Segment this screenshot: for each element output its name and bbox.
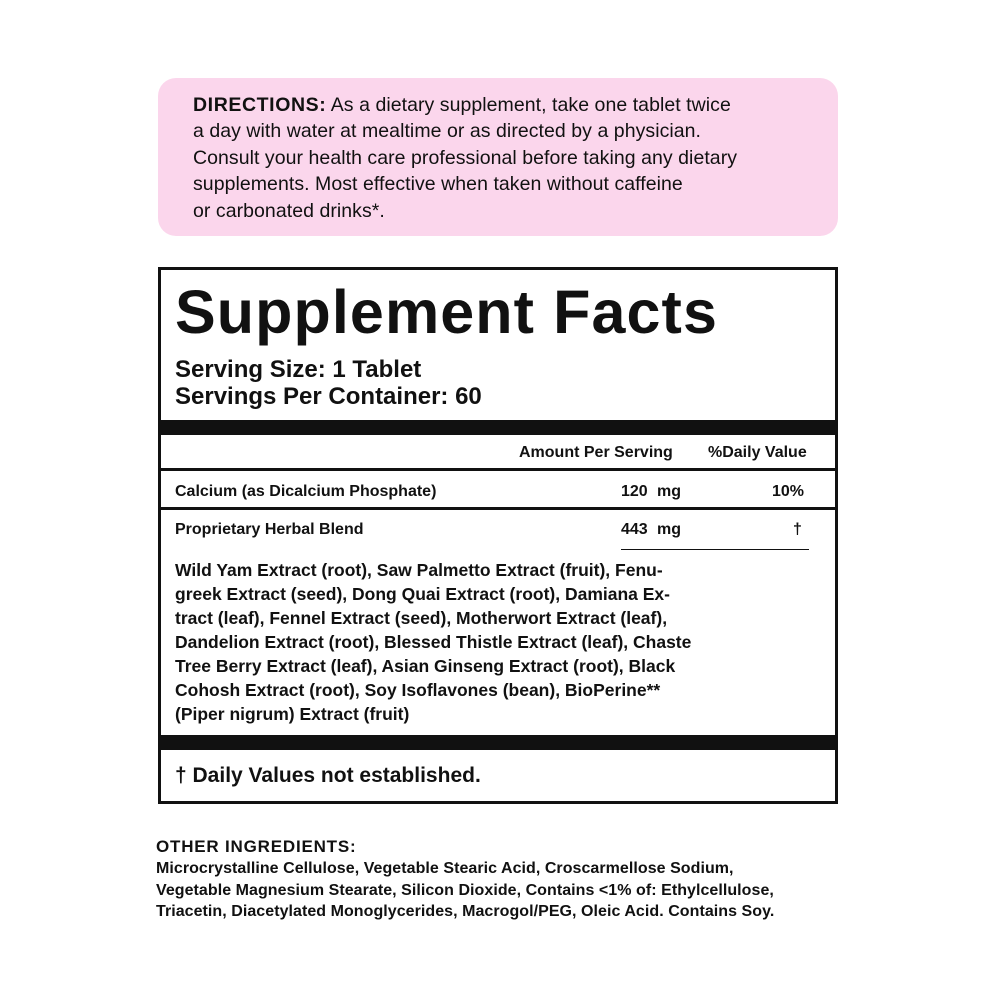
other-ingredients-line: Triacetin, Diacetylated Monoglycerides, Macrogol/PEG, Oleic Acid. Contains Soy.	[156, 903, 775, 920]
nutrient-daily-value: 10%	[772, 483, 805, 500]
nutrient-name: Proprietary Herbal Blend	[175, 521, 364, 538]
amount-per-serving-header: Amount Per Serving	[519, 444, 673, 461]
supplement-facts-panel	[158, 267, 838, 804]
blend-line: Tree Berry Extract (leaf), Asian Ginseng Extract (root), Black	[175, 656, 676, 676]
blend-line: Dandelion Extract (root), Blessed Thistle Extract (leaf), Chaste	[175, 632, 692, 652]
blend-line: tract (leaf), Fennel Extract (seed), Motherwort Extract (leaf),	[175, 608, 668, 628]
other-ingredients-line: Vegetable Magnesium Stearate, Silicon Dioxide, Contains <1% of: Ethylcellulose,	[156, 881, 774, 899]
daily-values-footnote: † Daily Values not established.	[175, 764, 481, 787]
facts-header-row	[161, 435, 835, 467]
blend-line: greek Extract (seed), Dong Quai Extract (root), Damiana Ex-	[175, 584, 670, 604]
other-ingredients-list	[156, 858, 876, 923]
nutrient-amount: 120	[621, 483, 648, 500]
divider-thick-bottom	[161, 735, 835, 750]
divider-thick-top	[161, 420, 835, 435]
blend-line: (Piper nigrum) Extract (fruit)	[175, 704, 410, 724]
directions-label: DIRECTIONS:	[193, 94, 327, 116]
blend-line: Wild Yam Extract (root), Saw Palmetto Extract (fruit), Fenu-	[175, 560, 663, 580]
other-ingredients	[156, 836, 876, 923]
nutrient-daily-value: †	[793, 521, 802, 538]
nutrient-name: Calcium (as Dicalcium Phosphate)	[175, 483, 437, 500]
blend-underline	[621, 549, 809, 550]
blend-line: Cohosh Extract (root), Soy Isoflavones (bean), BioPerine**	[175, 680, 661, 700]
nutrient-unit: mg	[657, 521, 681, 538]
serving-size: Serving Size: 1 Tablet	[175, 356, 422, 383]
divider-header	[161, 468, 835, 471]
servings-per-container: Servings Per Container: 60	[175, 383, 482, 410]
facts-title: Supplement Facts	[175, 278, 718, 346]
blend-ingredients	[175, 558, 815, 726]
nutrient-amount: 443	[621, 521, 648, 538]
daily-value-header: %Daily Value	[708, 444, 807, 461]
directions-line: supplements. Most effective when taken without caffeine	[193, 173, 683, 196]
nutrient-unit: mg	[657, 483, 681, 500]
directions-box	[158, 78, 838, 236]
divider-row	[161, 507, 835, 510]
directions-text: As a dietary supplement, take one tablet twice	[326, 94, 731, 116]
directions-line: a day with water at mealtime or as directed by a physician.	[193, 120, 702, 143]
directions-line	[193, 92, 814, 118]
directions-line: Consult your health care professional before taking any dietary	[193, 146, 738, 169]
other-ingredients-title: OTHER INGREDIENTS:	[156, 837, 357, 856]
other-ingredients-line: Microcrystalline Cellulose, Vegetable Stearic Acid, Croscarmellose Sodium,	[156, 860, 734, 877]
directions-line: or carbonated drinks*.	[193, 199, 385, 222]
